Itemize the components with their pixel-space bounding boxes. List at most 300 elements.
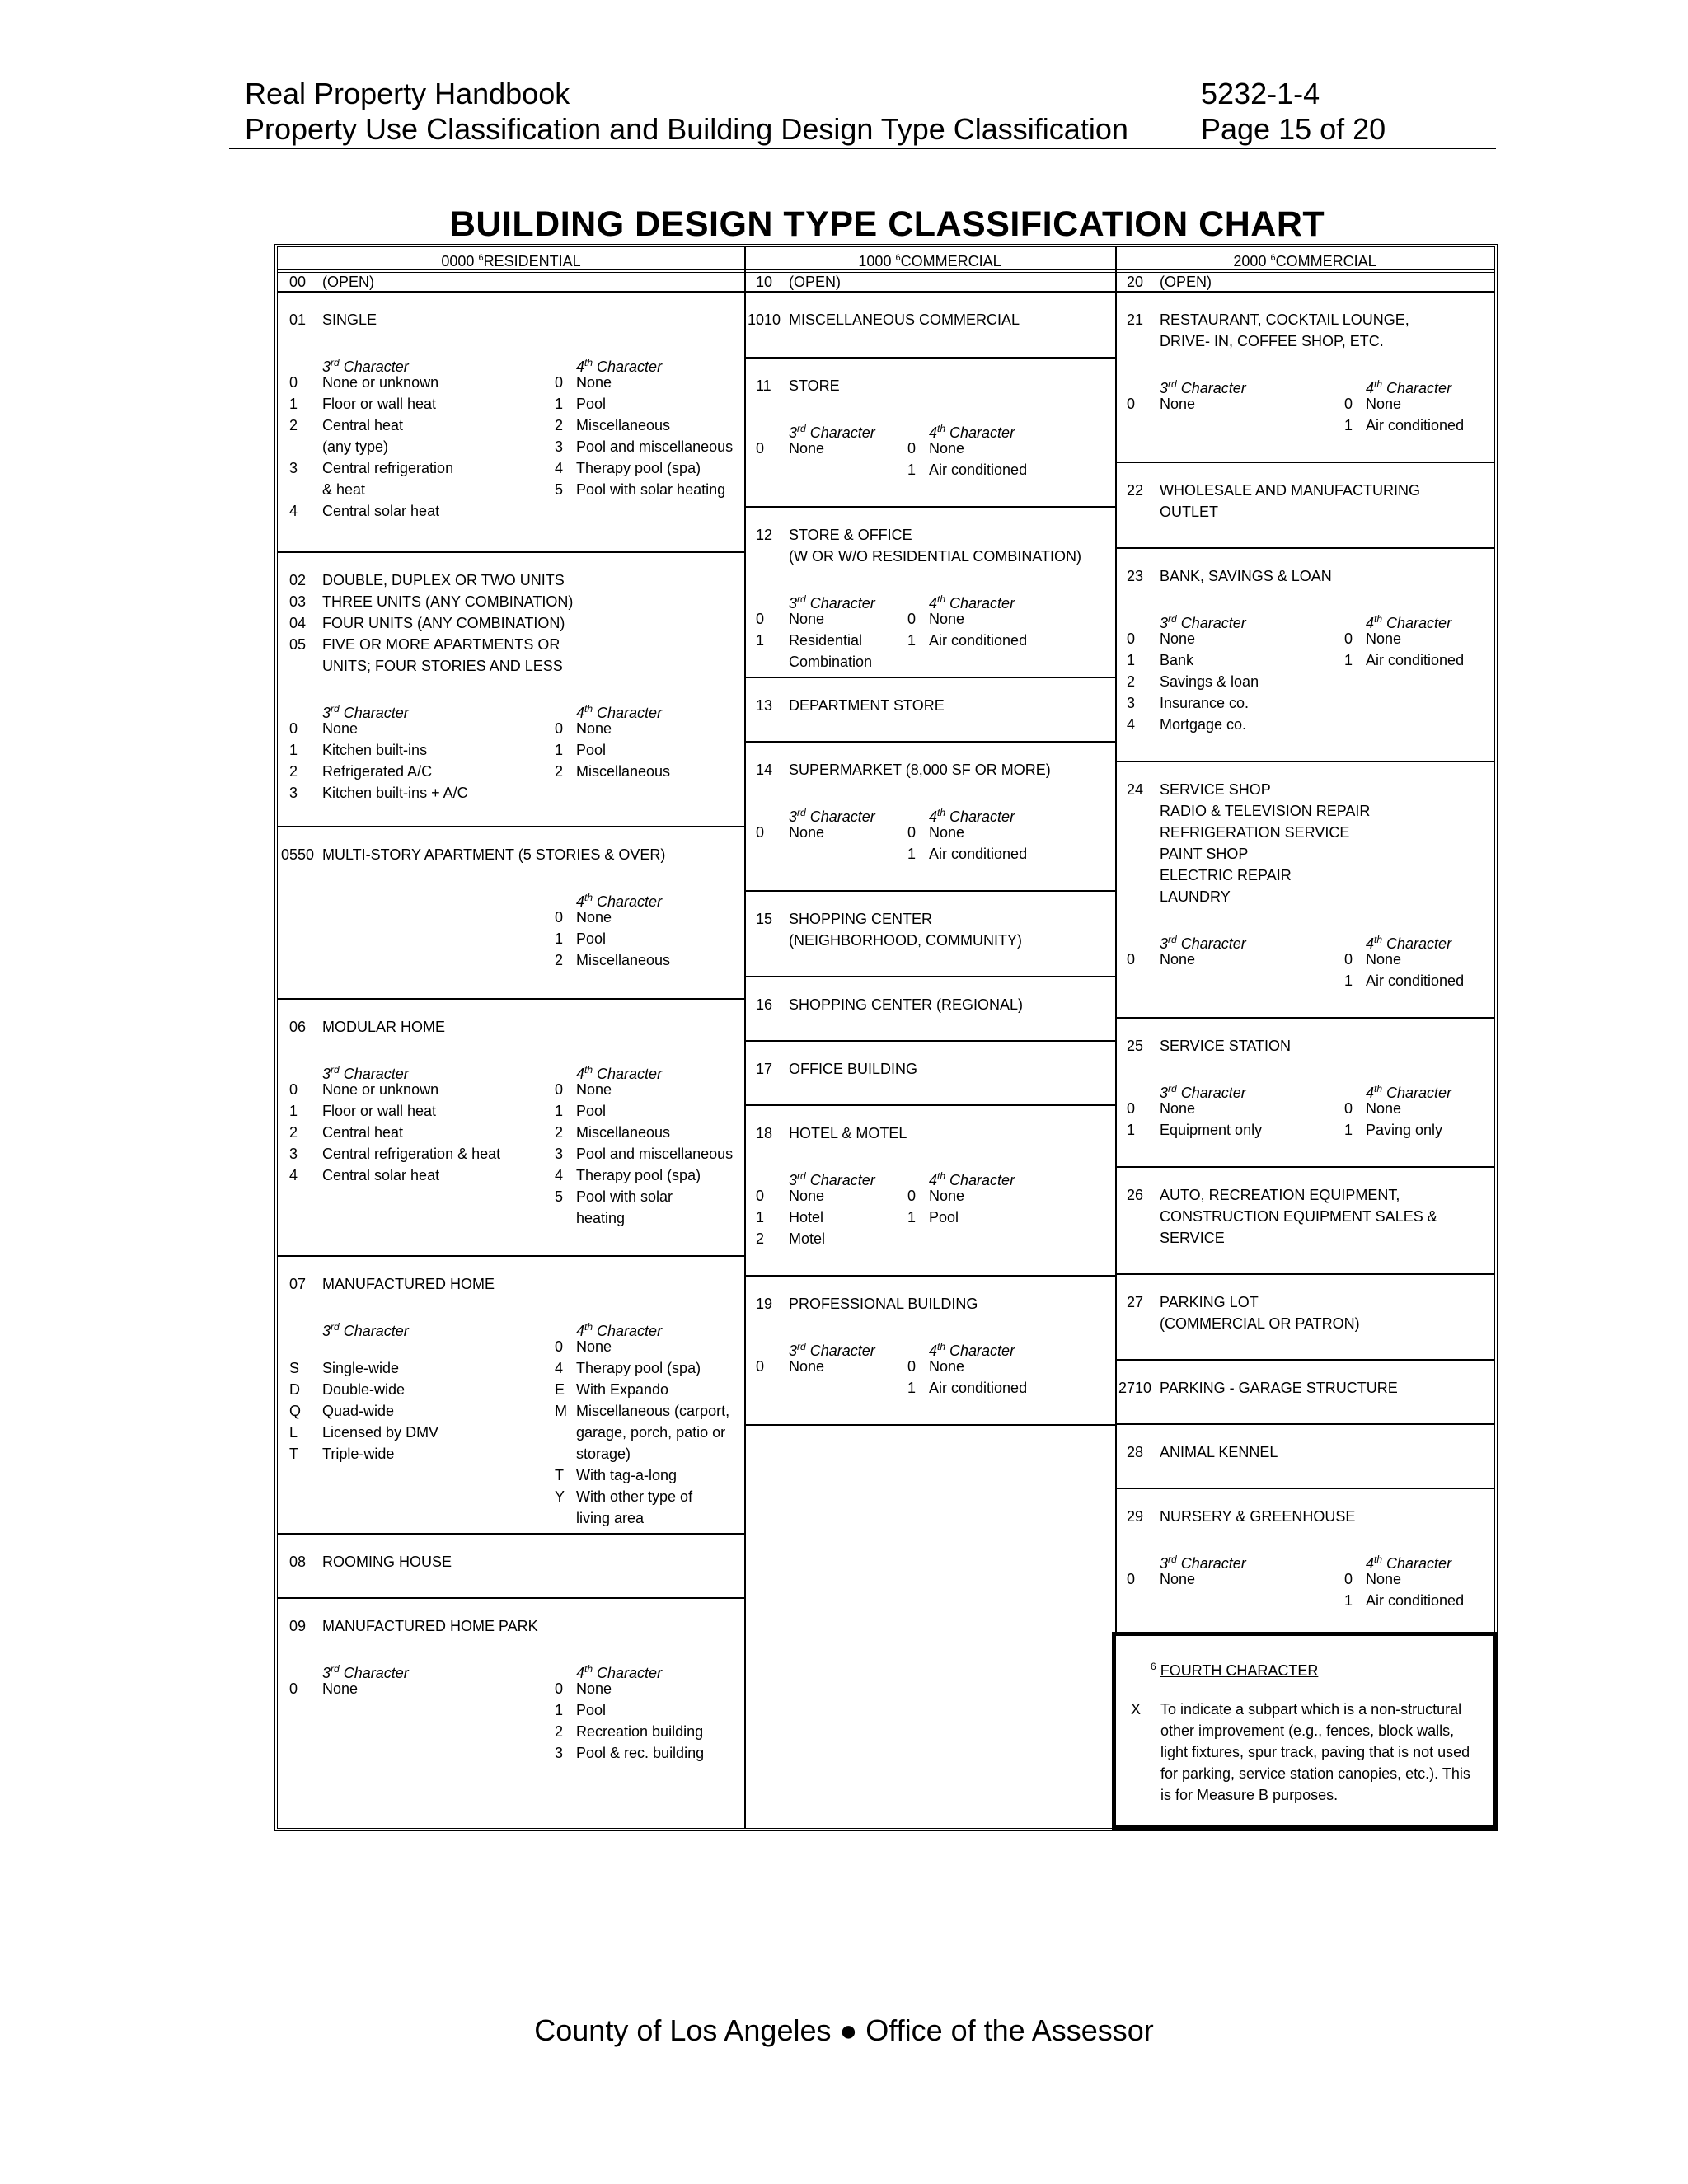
char3-item-label: None <box>1160 951 1196 968</box>
char4-item-code: 1 <box>1344 417 1353 434</box>
char3-heading: 3rd Character <box>1160 1554 1246 1572</box>
char3-item-code: 4 <box>289 503 298 519</box>
section-label: STORE & OFFICE <box>789 527 912 543</box>
char4-item-label: Air conditioned <box>1366 417 1465 434</box>
char4-item-label: Air conditioned <box>929 632 1028 649</box>
char4-item-label: Pool and miscellaneous <box>576 438 734 455</box>
char3-item-label: None <box>1160 1571 1196 1587</box>
section-22 <box>1115 463 1494 549</box>
char3-item-code: 0 <box>756 1188 765 1204</box>
char3-item-code: 0 <box>1127 951 1136 968</box>
char4-item-label: Therapy pool (spa) <box>576 460 701 476</box>
char3-item-code: S <box>289 1360 300 1376</box>
char3-item-code: 0 <box>1127 396 1136 412</box>
note-text: light fixtures, spur track, paving that is not used <box>1160 1744 1470 1760</box>
char3-heading: 3rd Character <box>1160 1083 1246 1101</box>
note-heading: $^6$ FOURTH CHARACTER <box>1151 1661 1319 1679</box>
char3-item-code: 0 <box>756 611 765 627</box>
char4-item-code: 0 <box>1344 951 1353 968</box>
section-code: 05 <box>289 636 307 653</box>
section-29 <box>1115 1489 1494 1638</box>
section-27 <box>1115 1275 1494 1361</box>
char3-item-code: 1 <box>289 396 298 412</box>
char3-item-code: 2 <box>289 763 298 780</box>
handbook-title: Real Property Handbook <box>245 77 570 110</box>
section-2710 <box>1115 1361 1494 1425</box>
section-label: FIVE OR MORE APARTMENTS OR <box>322 636 560 653</box>
section-02-05 <box>278 553 744 827</box>
char3-item-label: None <box>1160 1100 1196 1117</box>
char4-item-code: 1 <box>555 1702 564 1718</box>
commercial-column-1000 <box>744 247 1117 1828</box>
section-code: 01 <box>289 312 307 328</box>
char3-item-code: 1 <box>1127 1122 1136 1138</box>
char4-item-code: 1 <box>907 462 917 478</box>
char4-item-label: heating <box>576 1210 626 1226</box>
char4-item-label: Therapy pool (spa) <box>576 1360 701 1376</box>
char4-heading: 4th Character <box>929 1170 1015 1188</box>
char4-item-label: Miscellaneous <box>576 417 671 434</box>
section-01 <box>278 293 744 553</box>
section-label: (W OR W/O RESIDENTIAL COMBINATION) <box>789 548 1081 565</box>
page-number: Page 15 of 20 <box>1201 112 1386 146</box>
classification-table <box>274 244 1498 1831</box>
char4-item-label: None <box>1366 951 1402 968</box>
char4-item-label: Paving only <box>1366 1122 1443 1138</box>
char4-item-label: Pool <box>576 396 607 412</box>
char3-item-label: Motel <box>789 1230 826 1247</box>
char4-item-label: None <box>929 824 965 841</box>
char4-item-label: None <box>576 1338 612 1355</box>
section-label: SHOPPING CENTER (REGIONAL) <box>789 996 1024 1013</box>
char3-item-code: 0 <box>756 824 765 841</box>
char4-item-label: Miscellaneous <box>576 1124 671 1141</box>
char4-item-code: 0 <box>907 1188 917 1204</box>
char3-item-label: Kitchen built-ins <box>322 742 428 758</box>
char3-item-label: Insurance co. <box>1160 695 1250 711</box>
section-label: RESTAURANT, COCKTAIL LOUNGE, <box>1160 312 1409 328</box>
section-label: (NEIGHBORHOOD, COMMUNITY) <box>789 932 1022 949</box>
section-16 <box>744 977 1115 1042</box>
char4-item-code: 1 <box>1344 1122 1353 1138</box>
section-25 <box>1115 1019 1494 1168</box>
section-label: AUTO, RECREATION EQUIPMENT, <box>1160 1187 1400 1203</box>
char3-item-code: 4 <box>289 1167 298 1183</box>
char3-item-label: Central refrigeration <box>322 460 454 476</box>
char3-item-code: 3 <box>289 785 298 801</box>
char4-item-code: T <box>555 1467 564 1483</box>
char4-item-label: None <box>576 374 612 391</box>
section-code: 18 <box>756 1125 773 1141</box>
section-label: SERVICE <box>1160 1230 1225 1246</box>
section-13 <box>744 678 1115 743</box>
char4-item-label: Miscellaneous <box>576 763 671 780</box>
char4-item-code: 0 <box>907 1358 917 1375</box>
char3-item-label: Hotel <box>789 1209 824 1226</box>
char3-item-code: T <box>289 1446 298 1462</box>
column-header-commercial-2000: 2000 $^6$COMMERCIAL <box>1115 247 1494 273</box>
char3-item-label: (any type) <box>322 438 389 455</box>
char4-item-label: None <box>576 1081 612 1098</box>
char3-item-code: 0 <box>1127 1571 1136 1587</box>
section-label: (COMMERCIAL OR PATRON) <box>1160 1315 1360 1332</box>
section-label: UNITS; FOUR STORIES AND LESS <box>322 658 563 674</box>
char4-item-code: 0 <box>907 440 917 457</box>
char4-item-label: Air conditioned <box>1366 972 1465 989</box>
char3-heading: 3rd Character <box>789 593 875 612</box>
section-label: SERVICE STATION <box>1160 1038 1292 1054</box>
char4-heading: 4th Character <box>1366 934 1452 952</box>
section-label: (OPEN) <box>789 274 841 290</box>
section-label: MULTI-STORY APARTMENT (5 STORIES & OVER) <box>322 846 666 863</box>
char4-heading: 4th Character <box>929 423 1015 441</box>
char4-item-label: Pool <box>576 930 607 947</box>
section-1010 <box>744 293 1115 359</box>
char4-item-label: Recreation building <box>576 1723 704 1740</box>
section-code: 03 <box>289 593 307 610</box>
header-right <box>1201 76 1386 147</box>
section-12 <box>744 508 1115 678</box>
char3-item-label: Combination <box>789 654 873 670</box>
section-00 <box>278 273 744 293</box>
char3-item-code: 0 <box>1127 1100 1136 1117</box>
section-code: 16 <box>756 996 773 1013</box>
section-08 <box>278 1535 744 1599</box>
char4-heading: 4th Character <box>929 807 1015 825</box>
char3-item-code: 2 <box>289 417 298 434</box>
section-label: REFRIGERATION SERVICE <box>1160 824 1350 841</box>
char3-heading: 3rd Character <box>322 357 409 375</box>
section-label: SHOPPING CENTER <box>789 911 933 927</box>
section-18 <box>744 1106 1115 1277</box>
char4-item-label: None <box>1366 1571 1402 1587</box>
char3-item-label: Central solar heat <box>322 1167 440 1183</box>
char3-item-label: None or unknown <box>322 374 439 391</box>
char4-heading: 4th Character <box>576 703 663 721</box>
char3-item-label: None <box>322 720 359 737</box>
char3-heading: 3rd Character <box>789 1170 875 1188</box>
section-label: DOUBLE, DUPLEX OR TWO UNITS <box>322 572 565 588</box>
char4-item-code: 0 <box>555 374 564 391</box>
section-28 <box>1115 1425 1494 1489</box>
char4-item-label: Miscellaneous (carport, <box>576 1403 730 1419</box>
char3-heading: 3rd Character <box>789 423 875 441</box>
char4-item-code: 0 <box>555 1338 564 1355</box>
page-footer: County of Los Angeles ● Office of the Assessor <box>534 2013 1154 2047</box>
section-09 <box>278 1599 744 1828</box>
char4-heading: 4th Character <box>929 1341 1015 1359</box>
char3-item-label: Savings & loan <box>1160 673 1259 690</box>
char4-heading: 4th Character <box>1366 1554 1452 1572</box>
section-14 <box>744 743 1115 892</box>
char3-item-code: 0 <box>1127 630 1136 647</box>
char3-item-label: Central heat <box>322 417 404 434</box>
note-text: other improvement (e.g., fences, block walls, <box>1160 1722 1455 1739</box>
char3-item-label: Central refrigeration & heat <box>322 1146 501 1162</box>
char3-heading: 3rd Character <box>1160 378 1246 396</box>
char3-item-code: 4 <box>1127 716 1136 733</box>
section-code: 22 <box>1127 482 1144 499</box>
section-code: 0550 <box>281 846 315 863</box>
char4-item-label: Pool <box>929 1209 959 1226</box>
char4-item-code: 1 <box>555 396 564 412</box>
char3-item-code: 0 <box>289 1680 298 1697</box>
char4-item-code: 1 <box>907 1209 917 1226</box>
char4-item-label: living area <box>576 1510 645 1526</box>
char3-item-label: Double-wide <box>322 1381 406 1398</box>
char3-item-label: None <box>789 440 825 457</box>
char3-item-code: 3 <box>289 1146 298 1162</box>
section-label: SUPERMARKET (8,000 SF OR MORE) <box>789 762 1051 778</box>
section-label: MODULAR HOME <box>322 1019 446 1035</box>
handbook-subtitle: Property Use Classification and Building Design Type Classification <box>245 112 1128 146</box>
char4-item-label: Pool with solar <box>576 1188 673 1205</box>
char3-item-label: Residential <box>789 632 863 649</box>
char3-item-code: 1 <box>289 742 298 758</box>
char4-item-label: None <box>576 720 612 737</box>
char3-heading: 3rd Character <box>322 1321 409 1339</box>
char4-heading: 4th Character <box>576 357 663 375</box>
section-label: FOUR UNITS (ANY COMBINATION) <box>322 615 565 631</box>
section-24 <box>1115 762 1494 1019</box>
section-code: 25 <box>1127 1038 1144 1054</box>
section-code: 20 <box>1127 274 1144 290</box>
section-code: 13 <box>756 697 773 714</box>
char4-item-code: E <box>555 1381 565 1398</box>
char3-heading: 3rd Character <box>789 1341 875 1359</box>
char3-item-code: 2 <box>1127 673 1136 690</box>
section-code: 08 <box>289 1554 307 1570</box>
char4-item-label: Miscellaneous <box>576 952 671 968</box>
section-code: 04 <box>289 615 307 631</box>
section-code: 14 <box>756 762 773 778</box>
char3-item-code: 1 <box>289 1103 298 1119</box>
char4-item-code: 0 <box>1344 1100 1353 1117</box>
section-15 <box>744 892 1115 977</box>
char3-item-code: 3 <box>1127 695 1136 711</box>
char3-item-code: D <box>289 1381 300 1398</box>
section-23 <box>1115 549 1494 762</box>
section-label: OUTLET <box>1160 504 1219 520</box>
char4-item-label: None <box>1366 396 1402 412</box>
char4-heading: 4th Character <box>576 892 663 910</box>
char3-item-code: L <box>289 1424 298 1441</box>
section-code: 12 <box>756 527 773 543</box>
column-header-residential: 0000 $^6$RESIDENTIAL <box>278 247 744 273</box>
char4-item-code: M <box>555 1403 567 1419</box>
char4-item-label: With other type of <box>576 1488 693 1505</box>
note-text: for parking, service station canopies, etc.). This <box>1160 1765 1470 1782</box>
char4-heading: 4th Character <box>576 1663 663 1681</box>
char3-item-code: 0 <box>756 440 765 457</box>
section-label: PARKING LOT <box>1160 1294 1259 1310</box>
char3-item-code: 0 <box>289 1081 298 1098</box>
section-label: PROFESSIONAL BUILDING <box>789 1296 978 1312</box>
char4-item-code: 0 <box>555 1081 564 1098</box>
char4-item-label: None <box>1366 1100 1402 1117</box>
char4-item-label: Pool with solar heating <box>576 481 726 498</box>
section-label: RADIO & TELEVISION REPAIR <box>1160 803 1371 819</box>
section-label: CONSTRUCTION EQUIPMENT SALES & <box>1160 1208 1437 1225</box>
char3-heading: 3rd Character <box>322 1663 409 1681</box>
section-code: 19 <box>756 1296 773 1312</box>
section-label: HOTEL & MOTEL <box>789 1125 907 1141</box>
char4-item-label: With tag-a-long <box>576 1467 678 1483</box>
char4-item-label: None <box>929 1188 965 1204</box>
section-label: DEPARTMENT STORE <box>789 697 945 714</box>
char4-item-label: None <box>929 1358 965 1375</box>
char4-item-label: None <box>1366 630 1402 647</box>
column-header-commercial-1000: 1000 $^6$COMMERCIAL <box>744 247 1115 273</box>
char4-item-code: 2 <box>555 1723 564 1740</box>
section-code: 07 <box>289 1276 307 1292</box>
char4-item-code: 1 <box>907 846 917 862</box>
char3-item-code: 1 <box>756 632 765 649</box>
char3-item-label: & heat <box>322 481 366 498</box>
char4-heading: 4th Character <box>1366 1083 1452 1101</box>
section-label: DRIVE- IN, COFFEE SHOP, ETC. <box>1160 333 1384 349</box>
char4-item-code: 3 <box>555 1745 564 1761</box>
section-26 <box>1115 1168 1494 1275</box>
char3-item-label: None <box>1160 630 1196 647</box>
char4-item-label: Pool & rec. building <box>576 1745 705 1761</box>
section-17 <box>744 1042 1115 1106</box>
char3-item-label: Floor or wall heat <box>322 1103 437 1119</box>
char4-item-code: 3 <box>555 438 564 455</box>
char4-item-code: 5 <box>555 1188 564 1205</box>
char4-item-code: 1 <box>1344 972 1353 989</box>
char4-item-label: Air conditioned <box>929 462 1028 478</box>
section-10 <box>744 273 1115 293</box>
char4-heading: 4th Character <box>1366 378 1452 396</box>
section-label: OFFICE BUILDING <box>789 1061 918 1077</box>
section-code: 15 <box>756 911 773 927</box>
section-code: 27 <box>1127 1294 1144 1310</box>
char4-heading: 4th Character <box>576 1321 663 1339</box>
char3-item-code: 1 <box>756 1209 765 1226</box>
char4-item-code: 0 <box>555 1680 564 1697</box>
char3-item-code: 0 <box>289 374 298 391</box>
char3-item-label: Single-wide <box>322 1360 400 1376</box>
section-code: 10 <box>756 274 773 290</box>
char4-item-label: Pool and miscellaneous <box>576 1146 734 1162</box>
char3-item-label: Refrigerated A/C <box>322 763 433 780</box>
char4-item-code: 2 <box>555 1124 564 1141</box>
section-label: STORE <box>789 377 840 394</box>
char4-heading: 4th Character <box>1366 613 1452 631</box>
section-code: 09 <box>289 1618 307 1634</box>
char3-item-label: Kitchen built-ins + A/C <box>322 785 468 801</box>
char3-heading: 3rd Character <box>322 1064 409 1082</box>
char4-item-code: 1 <box>907 1380 917 1396</box>
commercial-column-2000 <box>1115 247 1494 1828</box>
char4-item-label: Air conditioned <box>929 846 1028 862</box>
section-20 <box>1115 273 1494 293</box>
char3-item-code: 3 <box>289 460 298 476</box>
section-label: BANK, SAVINGS & LOAN <box>1160 568 1332 584</box>
char3-item-label: Bank <box>1160 652 1194 668</box>
char4-item-label: Pool <box>576 1103 607 1119</box>
section-label: NURSERY & GREENHOUSE <box>1160 1508 1356 1525</box>
section-code: 11 <box>756 377 771 394</box>
section-label: PARKING - GARAGE STRUCTURE <box>1160 1380 1398 1396</box>
char3-heading: 3rd Character <box>789 807 875 825</box>
char4-item-label: Air conditioned <box>1366 652 1465 668</box>
section-code: 02 <box>289 572 307 588</box>
char4-item-code: 1 <box>1344 1592 1353 1609</box>
char4-item-code: 1 <box>1344 652 1353 668</box>
document-number: 5232-1-4 <box>1201 77 1320 110</box>
char3-item-code: Q <box>289 1403 302 1419</box>
char4-item-code: 0 <box>907 611 917 627</box>
char4-item-label: garage, porch, patio or <box>576 1424 726 1441</box>
char4-heading: 4th Character <box>929 593 1015 612</box>
char4-item-label: Air conditioned <box>929 1380 1028 1396</box>
char4-item-label: Therapy pool (spa) <box>576 1167 701 1183</box>
section-07 <box>278 1257 744 1535</box>
char3-item-label: Central heat <box>322 1124 404 1141</box>
char3-heading: 3rd Character <box>1160 613 1246 631</box>
section-code: 00 <box>289 274 307 290</box>
char4-item-code: 0 <box>1344 630 1353 647</box>
note-code: X <box>1131 1701 1142 1718</box>
char4-item-code: 1 <box>555 1103 564 1119</box>
char4-item-label: None <box>576 909 612 926</box>
section-code: 29 <box>1127 1508 1144 1525</box>
section-label: LAUNDRY <box>1160 888 1231 905</box>
residential-column <box>278 247 746 1828</box>
char4-item-code: 0 <box>1344 1571 1353 1587</box>
section-label: PAINT SHOP <box>1160 846 1249 862</box>
char4-item-code: 4 <box>555 1167 564 1183</box>
char4-item-label: Pool <box>576 742 607 758</box>
section-label: (OPEN) <box>322 274 374 290</box>
char3-heading: 3rd Character <box>1160 934 1246 952</box>
header-left <box>245 76 1128 147</box>
section-label: MANUFACTURED HOME PARK <box>322 1618 538 1634</box>
char4-item-code: 0 <box>555 720 564 737</box>
char4-item-code: 4 <box>555 460 564 476</box>
header-rule <box>229 148 1496 149</box>
char4-item-code: 4 <box>555 1360 564 1376</box>
section-label: MISCELLANEOUS COMMERCIAL <box>789 312 1020 328</box>
section-19 <box>744 1277 1115 1426</box>
char3-item-label: Central solar heat <box>322 503 440 519</box>
section-21 <box>1115 293 1494 463</box>
char3-item-label: None <box>789 1358 825 1375</box>
section-label: ROOMING HOUSE <box>322 1554 452 1570</box>
chart-title: BUILDING DESIGN TYPE CLASSIFICATION CHART <box>449 204 1325 244</box>
section-code: 28 <box>1127 1444 1144 1460</box>
section-code: 24 <box>1127 781 1144 798</box>
section-06 <box>278 1000 744 1257</box>
section-label: WHOLESALE AND MANUFACTURING <box>1160 482 1421 499</box>
char3-item-label: Triple-wide <box>322 1446 395 1462</box>
section-label: ELECTRIC REPAIR <box>1160 867 1292 883</box>
char4-item-code: 1 <box>555 742 564 758</box>
section-label: ANIMAL KENNEL <box>1160 1444 1278 1460</box>
char3-item-code: 2 <box>289 1124 298 1141</box>
char4-item-code: 0 <box>907 824 917 841</box>
char3-item-label: None <box>789 824 825 841</box>
section-code: 17 <box>756 1061 773 1077</box>
char4-item-label: None <box>929 440 965 457</box>
char4-item-label: storage) <box>576 1446 631 1462</box>
section-label: SERVICE SHOP <box>1160 781 1271 798</box>
section-code: 26 <box>1127 1187 1144 1203</box>
char3-item-label: None <box>1160 396 1196 412</box>
char3-item-label: Licensed by DMV <box>322 1424 439 1441</box>
